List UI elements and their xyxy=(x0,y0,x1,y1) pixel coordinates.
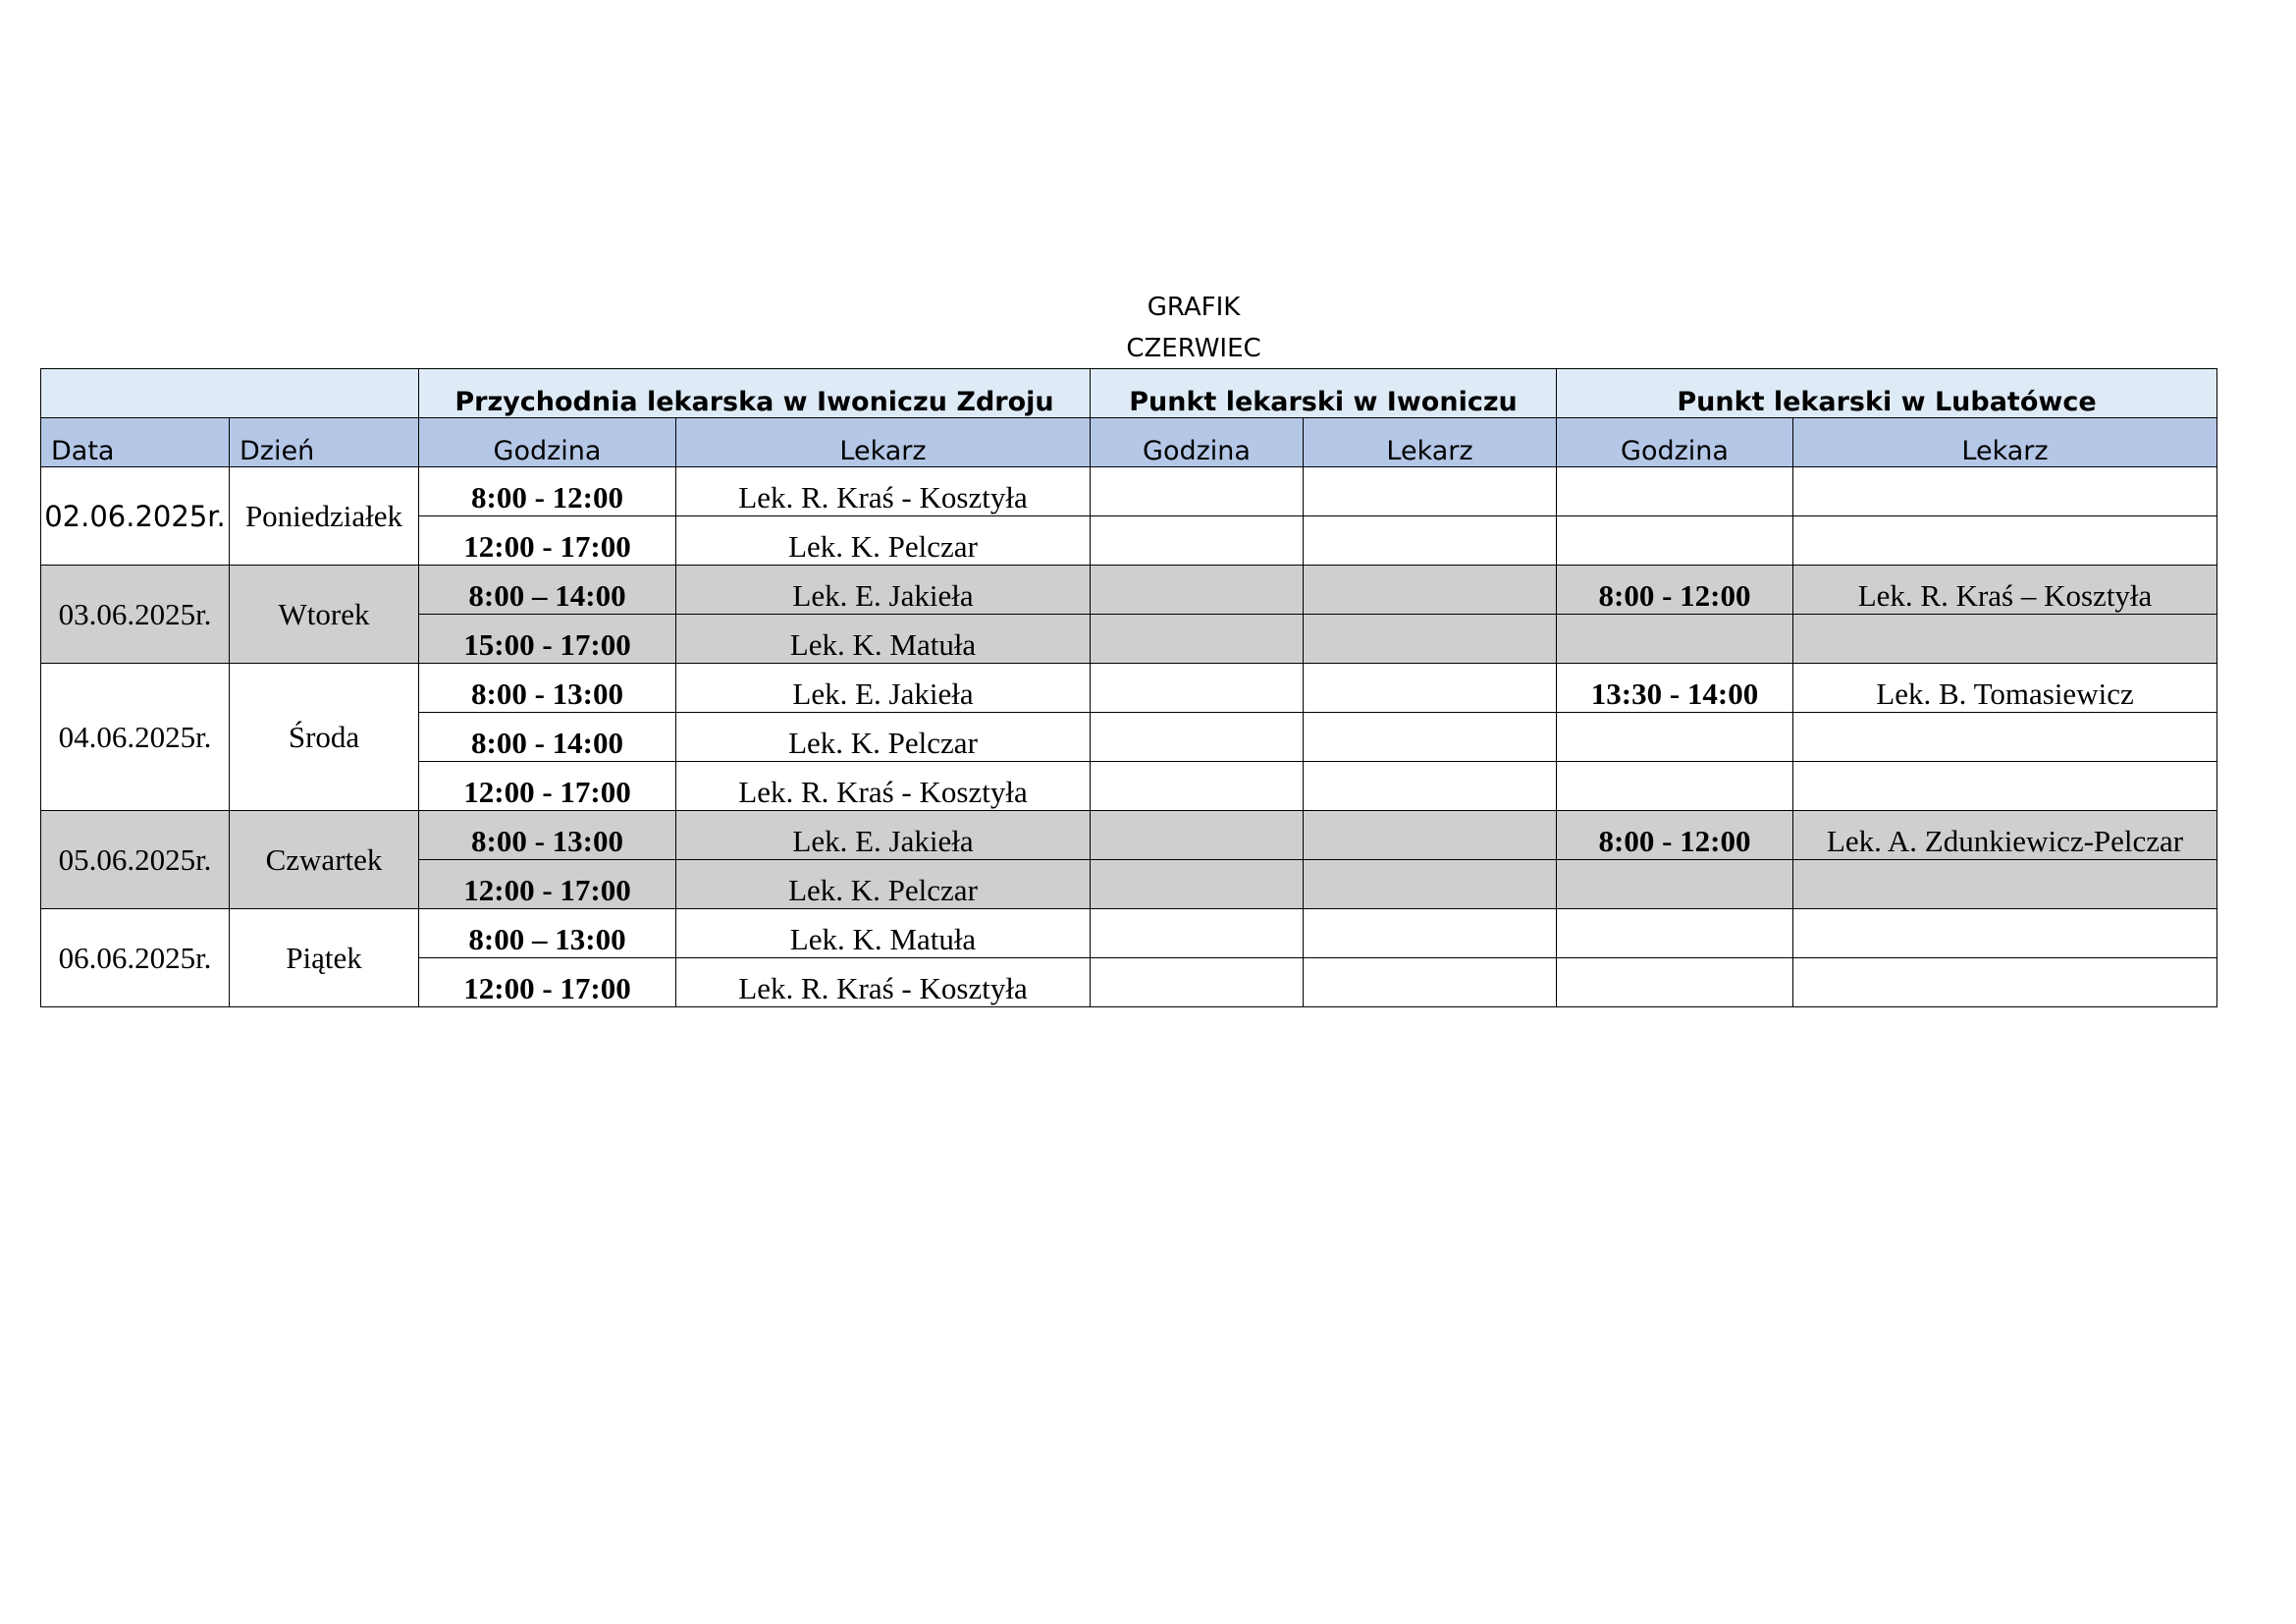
doctor-cell-iwonicz xyxy=(1304,762,1557,811)
hour-cell-iwonicz xyxy=(1091,860,1304,909)
hour-cell-iwonicz-zdroj: 12:00 - 17:00 xyxy=(419,516,676,566)
hour-cell-lubatowka: 8:00 - 12:00 xyxy=(1557,811,1793,860)
hour-cell-lubatowka: 8:00 - 12:00 xyxy=(1557,566,1793,615)
doctor-cell-iwonicz-zdroj: Lek. R. Kraś - Kosztyła xyxy=(676,467,1091,516)
day-cell: Wtorek xyxy=(230,566,419,664)
title-line-grafik: GRAFIK xyxy=(1147,293,1241,322)
hour-cell-iwonicz-zdroj: 8:00 - 12:00 xyxy=(419,467,676,516)
doctor-cell-iwonicz-zdroj: Lek. R. Kraś - Kosztyła xyxy=(676,958,1091,1007)
doctor-cell-iwonicz-zdroj: Lek. E. Jakieła xyxy=(676,566,1091,615)
doctor-cell-iwonicz-zdroj: Lek. R. Kraś - Kosztyła xyxy=(676,762,1091,811)
date-cell: 03.06.2025r. xyxy=(41,566,230,664)
doctor-cell-iwonicz-zdroj: Lek. K. Matuła xyxy=(676,909,1091,958)
doctor-cell-iwonicz xyxy=(1304,860,1557,909)
date-cell: 06.06.2025r. xyxy=(41,909,230,1007)
hour-cell-iwonicz-zdroj: 12:00 - 17:00 xyxy=(419,860,676,909)
hour-cell-iwonicz-zdroj: 12:00 - 17:00 xyxy=(419,958,676,1007)
doctor-cell-iwonicz xyxy=(1304,909,1557,958)
hour-cell-iwonicz-zdroj: 12:00 - 17:00 xyxy=(419,762,676,811)
date-cell: 02.06.2025r. xyxy=(41,467,230,566)
hour-cell-iwonicz-zdroj: 8:00 – 14:00 xyxy=(419,566,676,615)
hour-cell-iwonicz xyxy=(1091,664,1304,713)
hour-cell-lubatowka xyxy=(1557,615,1793,664)
doctor-cell-iwonicz-zdroj: Lek. E. Jakieła xyxy=(676,664,1091,713)
hour-cell-iwonicz-zdroj: 8:00 – 13:00 xyxy=(419,909,676,958)
doctor-cell-lubatowka: Lek. B. Tomasiewicz xyxy=(1793,664,2217,713)
hour-cell-lubatowka: 13:30 - 14:00 xyxy=(1557,664,1793,713)
hour-cell-iwonicz xyxy=(1091,467,1304,516)
doctor-cell-iwonicz xyxy=(1304,615,1557,664)
hour-cell-iwonicz-zdroj: 8:00 - 13:00 xyxy=(419,664,676,713)
table-row xyxy=(41,909,2217,958)
header-group-iwonicz-zdroj: Przychodnia lekarska w Iwoniczu Zdroju xyxy=(419,369,1091,418)
header-row-groups xyxy=(41,369,2217,418)
hour-cell-lubatowka xyxy=(1557,713,1793,762)
doctor-cell-iwonicz-zdroj: Lek. K. Pelczar xyxy=(676,516,1091,566)
hour-cell-iwonicz xyxy=(1091,811,1304,860)
table-row xyxy=(41,467,2217,516)
doctor-cell-iwonicz xyxy=(1304,811,1557,860)
header-col-godzina-lubatowka: Godzina xyxy=(1557,418,1793,467)
header-col-dzien: Dzień xyxy=(230,418,419,467)
doctor-cell-iwonicz-zdroj: Lek. E. Jakieła xyxy=(676,811,1091,860)
doctor-cell-iwonicz-zdroj: Lek. K. Matuła xyxy=(676,615,1091,664)
hour-cell-iwonicz-zdroj: 15:00 - 17:00 xyxy=(419,615,676,664)
day-cell: Piątek xyxy=(230,909,419,1007)
day-cell: Poniedziałek xyxy=(230,467,419,566)
doctor-cell-iwonicz xyxy=(1304,566,1557,615)
hour-cell-iwonicz xyxy=(1091,615,1304,664)
hour-cell-lubatowka xyxy=(1557,860,1793,909)
doctor-cell-lubatowka xyxy=(1793,467,2217,516)
hour-cell-lubatowka xyxy=(1557,516,1793,566)
doctor-cell-iwonicz-zdroj: Lek. K. Pelczar xyxy=(676,713,1091,762)
date-cell: 04.06.2025r. xyxy=(41,664,230,811)
doctor-cell-iwonicz xyxy=(1304,664,1557,713)
doctor-cell-lubatowka xyxy=(1793,958,2217,1007)
hour-cell-iwonicz-zdroj: 8:00 - 14:00 xyxy=(419,713,676,762)
doctor-cell-lubatowka xyxy=(1793,615,2217,664)
doctor-cell-iwonicz xyxy=(1304,516,1557,566)
doctor-cell-iwonicz xyxy=(1304,467,1557,516)
header-col-lekarz-zdroj: Lekarz xyxy=(676,418,1091,467)
header-col-godzina-zdroj: Godzina xyxy=(419,418,676,467)
doctor-cell-lubatowka xyxy=(1793,762,2217,811)
hour-cell-iwonicz xyxy=(1091,566,1304,615)
header-col-lekarz-lubatowka: Lekarz xyxy=(1793,418,2217,467)
date-cell: 05.06.2025r. xyxy=(41,811,230,909)
hour-cell-iwonicz xyxy=(1091,762,1304,811)
doctor-cell-iwonicz xyxy=(1304,713,1557,762)
doctor-cell-lubatowka xyxy=(1793,516,2217,566)
page-title xyxy=(0,287,2296,369)
doctor-cell-lubatowka: Lek. R. Kraś – Kosztyła xyxy=(1793,566,2217,615)
doctor-cell-iwonicz xyxy=(1304,958,1557,1007)
header-group-blank xyxy=(41,369,419,418)
hour-cell-iwonicz xyxy=(1091,958,1304,1007)
hour-cell-lubatowka xyxy=(1557,762,1793,811)
header-row-columns xyxy=(41,418,2217,467)
schedule-table xyxy=(40,368,2217,1007)
doctor-cell-lubatowka xyxy=(1793,713,2217,762)
table-row xyxy=(41,811,2217,860)
title-line-month: CZERWIEC xyxy=(1126,334,1261,363)
day-cell: Czwartek xyxy=(230,811,419,909)
hour-cell-iwonicz xyxy=(1091,909,1304,958)
header-group-iwonicz: Punkt lekarski w Iwoniczu xyxy=(1091,369,1557,418)
hour-cell-iwonicz xyxy=(1091,516,1304,566)
header-col-godzina-iwonicz: Godzina xyxy=(1091,418,1304,467)
header-group-lubatowka: Punkt lekarski w Lubatówce xyxy=(1557,369,2217,418)
hour-cell-lubatowka xyxy=(1557,467,1793,516)
hour-cell-lubatowka xyxy=(1557,958,1793,1007)
hour-cell-lubatowka xyxy=(1557,909,1793,958)
hour-cell-iwonicz xyxy=(1091,713,1304,762)
header-col-lekarz-iwonicz: Lekarz xyxy=(1304,418,1557,467)
table-row xyxy=(41,664,2217,713)
doctor-cell-lubatowka: Lek. A. Zdunkiewicz-Pelczar xyxy=(1793,811,2217,860)
doctor-cell-iwonicz-zdroj: Lek. K. Pelczar xyxy=(676,860,1091,909)
day-cell: Środa xyxy=(230,664,419,811)
doctor-cell-lubatowka xyxy=(1793,860,2217,909)
header-col-data: Data xyxy=(41,418,230,467)
table-row xyxy=(41,566,2217,615)
doctor-cell-lubatowka xyxy=(1793,909,2217,958)
hour-cell-iwonicz-zdroj: 8:00 - 13:00 xyxy=(419,811,676,860)
